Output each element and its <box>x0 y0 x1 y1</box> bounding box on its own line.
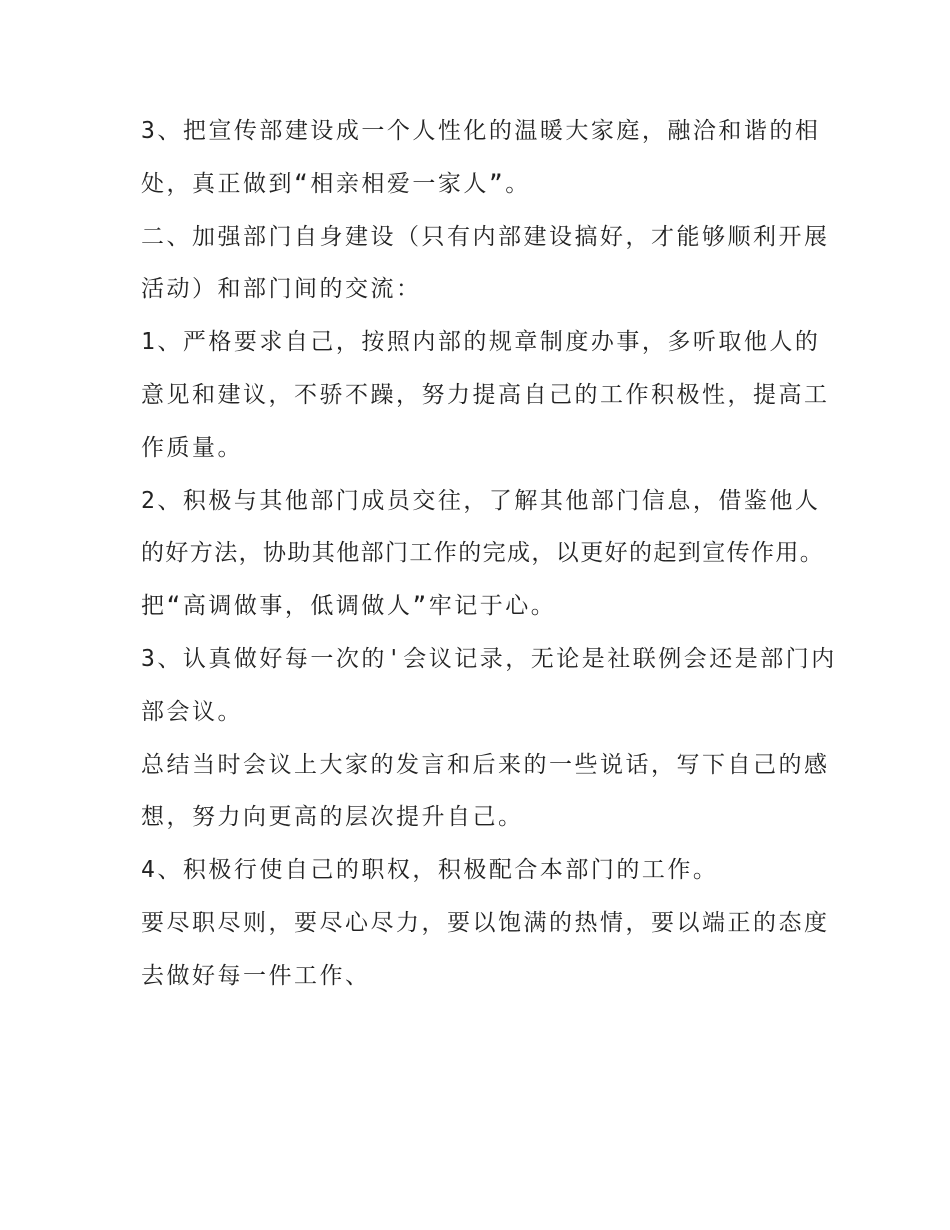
text-line: 二、加强部门自身建设（只有内部建设搞好，才能够顺利开展 <box>141 223 830 250</box>
text-line: 总结当时会议上大家的发言和后来的一些说话，写下自己的感 <box>141 751 830 778</box>
document-body <box>141 108 841 1006</box>
text-line: 把“高调做事，低调做人”牢记于心。 <box>141 593 557 620</box>
text-line: 作质量。 <box>141 434 243 461</box>
text-line: 去做好每一件工作、 <box>141 962 371 989</box>
text-line: 2、积极与其他部门成员交往，了解其他部门信息，借鉴他人 <box>141 487 821 514</box>
text-line: 4、积极行使自己的职权，积极配合本部门的工作。 <box>141 857 719 884</box>
text-line: 处，真正做到“相亲相爱一家人”。 <box>141 170 531 197</box>
text-line: 3、把宣传部建设成一个人性化的温暖大家庭，融洽和谐的相 <box>141 118 821 144</box>
text-line: 想，努力向更高的层次提升自己。 <box>141 804 524 831</box>
text-line: 1、严格要求自己，按照内部的规章制度办事，多听取他人的 <box>141 329 821 356</box>
text-line: 活动）和部门间的交流： <box>141 276 422 303</box>
text-line: 3、认真做好每一次的'会议记录，无论是社联例会还是部门内 <box>141 645 837 672</box>
text-line: 部会议。 <box>141 698 243 725</box>
text-line: 的好方法，协助其他部门工作的完成，以更好的起到宣传作用。 <box>141 540 825 567</box>
text-line: 意见和建议，不骄不躁，努力提高自己的工作积极性，提高工 <box>141 381 830 408</box>
text-line: 要尽职尽则，要尽心尽力，要以饱满的热情，要以端正的态度 <box>141 909 830 936</box>
